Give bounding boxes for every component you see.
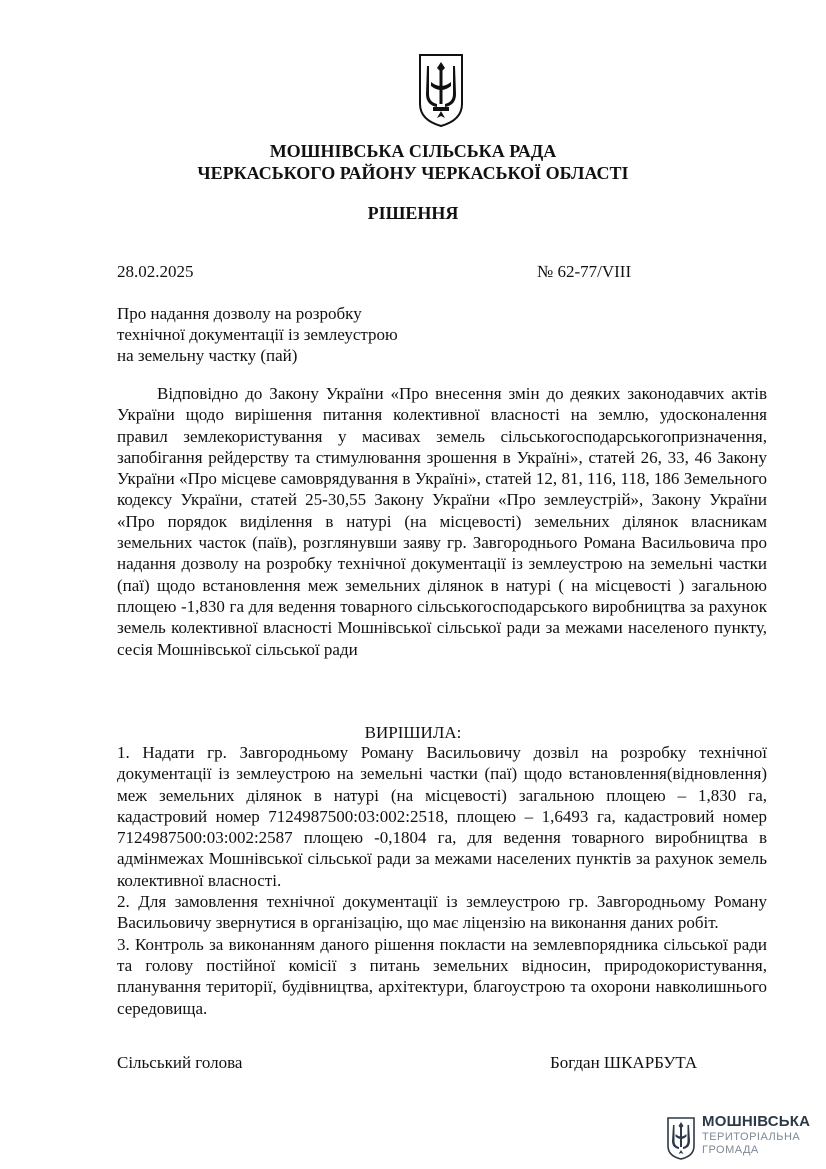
logo-subtitle: ГРОМАДА: [702, 1144, 759, 1156]
signer-title: Сільський голова: [117, 1053, 243, 1072]
document-type: РІШЕННЯ: [367, 203, 459, 223]
decision-subject: [117, 303, 398, 366]
decided-heading: ВИРІШИЛА:: [364, 723, 462, 742]
preamble-paragraph: Відповідно до Закону України «Про внесення змін до деяких законодавчих актів України щодо вирішення питання колективної власності на землю, удосконалення правил землекористування у масивах земель сільськогосподарськогопризначення, запобігання рейдерству та стимулювання зрошення в Україні», статей 26, 33, 46 Закону України «Про місцеве самоврядування в Україні», статей 12, 81, 116, 118, 186 Земельного кодексу України, статей 25-30,55 Закону України «Про землеустрій», Закону України «Про порядок виділення в натурі (на місцевості) земельних ділянок власникам земельних часток (паїв), розглянувши заяву гр. Завгороднього Романа Васильовича про надання дозволу на розробку технічної документації із землеустрою на земельні частки (паї) щодо встановлення меж земельних ділянок в натурі ( на місцевості ) загальною площею -1,830 га для ведення товарного сільськогосподарського виробництва за рахунок земель колективної власності Мошнівської сільської ради за межами населеного пункту, сесія Мошнівської сільської ради: [117, 384, 767, 659]
trident-logo-icon: [666, 1116, 696, 1160]
subject-line: технічної документації із землеустрою: [117, 325, 398, 344]
decision-points: [117, 742, 767, 1019]
decision-number: № 62-77/VIII: [537, 262, 632, 281]
decision-date: 28.02.2025: [117, 262, 194, 281]
decision-point: 2. Для замовлення технічної документації із землеустрою гр. Завгородньому Роману Васильовичу звернутися в організацію, що має ліцензію на виконання даних робіт.: [117, 892, 767, 933]
decision-point: 1. Надати гр. Завгородньому Роману Васильовичу дозвіл на розробку технічної документації із землеустрою на земельні частки (паї) щодо встановлення(відновлення) меж земельних ділянок в натурі (на місцевості) загальною площею – 1,830 га, кадастровий номер 7124987500:03:002:2518, площею – 1,6493 га, кадастровий номер 7124987500:03:002:2587 площею -0,1804 га, для ведення товарного виробництва в адмінмежах Мошнівської сільської ради за межами населених пунктів за рахунок земель колективної власності.: [117, 743, 767, 890]
trident-coat-of-arms-icon: [417, 52, 465, 128]
signer-name: Богдан ШКАРБУТА: [550, 1053, 698, 1072]
council-district: ЧЕРКАСЬКОГО РАЙОНУ ЧЕРКАСЬКОЇ ОБЛАСТІ: [197, 163, 629, 183]
decision-point: 3. Контроль за виконанням даного рішення покласти на землевпорядника сільської ради та голову постійної комісії з питань земельних відносин, природокористування, планування території, будівництва, архітектури, благоустрою та охорони навколишнього середовища.: [117, 934, 767, 1018]
subject-line: на земельну частку (пай): [117, 346, 298, 365]
logo-name: МОШНІВСЬКА: [702, 1113, 811, 1130]
council-name: МОШНІВСЬКА СІЛЬСЬКА РАДА: [269, 141, 557, 161]
logo-subtitle: ТЕРИТОРІАЛЬНА: [702, 1131, 801, 1143]
community-logo: [666, 1114, 816, 1162]
subject-line: Про надання дозволу на розробку: [117, 304, 362, 323]
